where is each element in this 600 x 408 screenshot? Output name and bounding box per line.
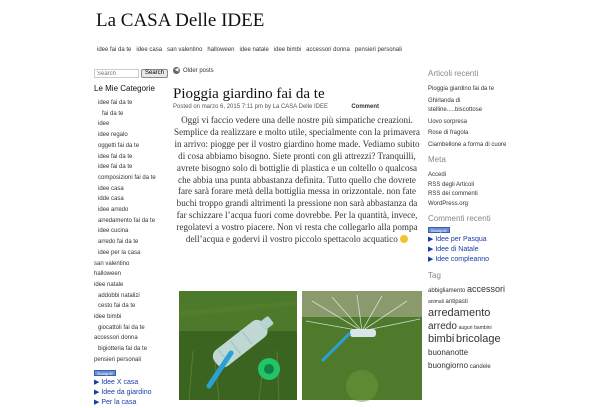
search-form xyxy=(94,69,166,78)
category-item[interactable]: giocattoli fai da te xyxy=(98,324,145,331)
category-item[interactable]: san valentino xyxy=(94,260,130,267)
site-title[interactable]: La CASA Delle IDEE xyxy=(96,10,265,31)
nav-item-idee-fai-da-te[interactable]: idee fai da te xyxy=(97,47,132,53)
comment-link[interactable]: Comment xyxy=(351,104,379,110)
scoopit-badge[interactable]: Scoop.it! xyxy=(94,370,116,376)
post-body-text: Oggi vi faccio vedere una delle nostre più simpatiche creazioni. Semplice da realizzare e molto utile, specialmente con la primavera in arrivo: piogge per il vostro giardino home made. Vediamo subito di cosa abbiamo bisogno. Siete pronti con gli attrezzi? Tranquilli, avrete bisogno solo di bottiglie di plastica e un coltello o qualcosa che abbia una punta abbastanza definita. Tutto quello che dovrete fare sarà forare metà della bottiglia messa in orizzontale. non fate buchi troppo grandi altrimenti la pressione non sarà abbastanza da far schizzare l’acqua fuori come dovrebbe. Per la quantità, invece, regolatevi a vostro piacere. Non vi resta che collegarlo alla pompa dell’acqua e godervi il vostro piccolo spettacolo acquatico xyxy=(174,115,420,245)
recent-posts-heading: Articoli recenti xyxy=(428,69,479,78)
search-button[interactable]: Search xyxy=(141,69,168,78)
arrow-right-icon: ▶ xyxy=(428,246,436,253)
scoop-link-label: Idee di Natale xyxy=(435,246,479,253)
category-item[interactable]: idee casa xyxy=(98,185,124,192)
category-item[interactable]: accessori donna xyxy=(94,335,138,342)
meta-link[interactable]: RSS dei commenti xyxy=(428,191,478,197)
recent-post-link[interactable]: Rose di fragola xyxy=(428,130,469,136)
main-content xyxy=(173,67,423,245)
category-item[interactable]: oggetti fai da te xyxy=(98,142,140,149)
scoopit-badge[interactable]: Scoop.it! xyxy=(428,227,450,233)
scoop-link-item[interactable] xyxy=(94,378,166,388)
nav-item-halloween[interactable]: halloween xyxy=(207,47,235,53)
meta-links-list xyxy=(428,171,600,209)
category-item[interactable]: cesto fai da te xyxy=(98,303,136,310)
recent-comments-heading: Commenti recenti xyxy=(428,214,491,223)
meta-heading: Meta xyxy=(428,155,446,164)
meta-link[interactable]: WordPress.org xyxy=(428,200,468,207)
category-item[interactable]: addobbi natalizi xyxy=(98,292,140,299)
left-sidebar xyxy=(94,69,166,408)
meta-link[interactable]: RSS degli Articoli xyxy=(428,181,475,188)
tag-link[interactable]: bricolage xyxy=(455,333,501,345)
category-item[interactable]: arredamento fai da te xyxy=(98,217,156,224)
scoop-link-label: Per la casa xyxy=(101,398,137,406)
tag-link[interactable]: buongiorno xyxy=(428,361,469,370)
arrow-right-icon: ▶ xyxy=(94,388,102,396)
tag-link[interactable]: bambini xyxy=(474,325,492,331)
nav-item-san-valentino[interactable]: san valentino xyxy=(167,47,203,53)
recent-post-link[interactable]: Ghirlanda di stelline.....biscottose xyxy=(428,97,483,113)
post-title[interactable]: Pioggia giardino fai da te xyxy=(173,86,325,102)
category-item[interactable]: idee bimbi xyxy=(94,314,122,321)
category-item[interactable]: idee fai da te xyxy=(98,164,133,171)
category-item[interactable]: arredo fai da te xyxy=(98,239,139,246)
tags-heading: Tag xyxy=(428,271,441,280)
tag-cloud xyxy=(428,284,508,373)
tag-link[interactable]: abbigliamento xyxy=(428,288,466,294)
nav-item-pensieri-personali[interactable]: pensieri personali xyxy=(354,47,402,53)
sprinkler-in-action-photo[interactable] xyxy=(302,291,422,400)
category-item[interactable]: idee arredo xyxy=(98,207,129,214)
recent-post-link[interactable]: Pioggia giardino fai da te xyxy=(428,86,495,92)
category-item[interactable]: idee per la casa xyxy=(98,249,141,256)
category-list xyxy=(94,98,166,366)
bottle-sprinkler-photo[interactable] xyxy=(179,291,297,400)
tag-link[interactable]: bimbi xyxy=(428,333,455,345)
scoop-link-item[interactable] xyxy=(428,255,600,265)
arrow-left-icon: ◀ xyxy=(174,67,179,73)
older-posts-label: Older posts xyxy=(183,67,214,74)
recent-posts-list xyxy=(428,85,600,150)
arrow-right-icon: ▶ xyxy=(94,378,102,386)
category-item[interactable]: idee xyxy=(98,121,110,128)
tag-link[interactable]: arredo xyxy=(428,321,457,332)
scoop-link-label: Idee per Pasqua xyxy=(435,236,487,243)
scoop-link-label: Idee da giardino xyxy=(101,388,152,396)
categories-heading: Le Mie Categorie xyxy=(94,84,155,93)
arrow-right-icon: ▶ xyxy=(428,256,436,263)
recent-post-link[interactable]: Ciambellone a forma di cuore xyxy=(428,141,507,148)
tag-link[interactable]: candele xyxy=(469,364,491,370)
post-meta xyxy=(173,104,423,112)
post-meta-text: Posted on marzo 6, 2015 7:11 pm by La CASA Delle IDEE xyxy=(173,104,328,110)
scoop-link-item[interactable] xyxy=(428,235,600,245)
tag-link[interactable]: antipasti xyxy=(445,299,468,305)
meta-link[interactable]: Accedi xyxy=(428,172,447,178)
tag-link[interactable]: accessori xyxy=(467,284,506,294)
arrow-right-icon: ▶ xyxy=(94,398,102,406)
category-item[interactable]: idee fai da te xyxy=(98,100,133,106)
tag-link[interactable]: arredamento xyxy=(428,307,491,319)
tag-link[interactable]: animali xyxy=(428,299,444,305)
scoop-link-label: Idee compleanno xyxy=(435,256,490,263)
category-item[interactable]: idee cucina xyxy=(98,228,129,235)
category-item[interactable]: idee natale xyxy=(94,281,124,288)
category-item[interactable]: bigiotteria fai da te xyxy=(98,346,148,353)
category-item[interactable]: halloween xyxy=(94,271,122,278)
category-item[interactable]: composizioni fai da te xyxy=(98,174,156,181)
category-item[interactable]: idee regalo xyxy=(98,132,128,139)
category-item[interactable]: idde casa xyxy=(98,196,124,203)
tag-link[interactable]: buonanotte xyxy=(428,348,469,357)
post-body xyxy=(173,115,421,246)
nav-item-idee-bimbi[interactable]: idee bimbi xyxy=(273,47,302,53)
arrow-right-icon: ▶ xyxy=(428,236,436,243)
recent-post-link[interactable]: Uovo sorpresa xyxy=(428,118,468,125)
category-item[interactable]: fai da te xyxy=(102,110,124,117)
search-input[interactable] xyxy=(94,69,139,78)
category-item[interactable]: idee fai da te xyxy=(98,153,133,160)
right-sidebar xyxy=(428,69,600,373)
scoop-link-label: Idee X casa xyxy=(101,378,139,386)
nav-item-accessori-donna[interactable]: accessori donna xyxy=(306,47,350,53)
scoop-link-item[interactable] xyxy=(94,388,166,398)
category-item[interactable]: pensieri personali xyxy=(94,356,142,363)
scoop-link-item[interactable] xyxy=(428,245,600,255)
nav-item-idee-casa[interactable]: idee casa xyxy=(136,47,163,53)
scoop-link-item[interactable] xyxy=(94,398,166,408)
tag-link[interactable]: auguri xyxy=(458,325,473,331)
top-navigation xyxy=(97,47,402,53)
smiley-icon xyxy=(400,235,408,243)
older-posts-link[interactable] xyxy=(173,67,423,74)
nav-item-idee-natale[interactable]: idee natale xyxy=(239,47,269,53)
